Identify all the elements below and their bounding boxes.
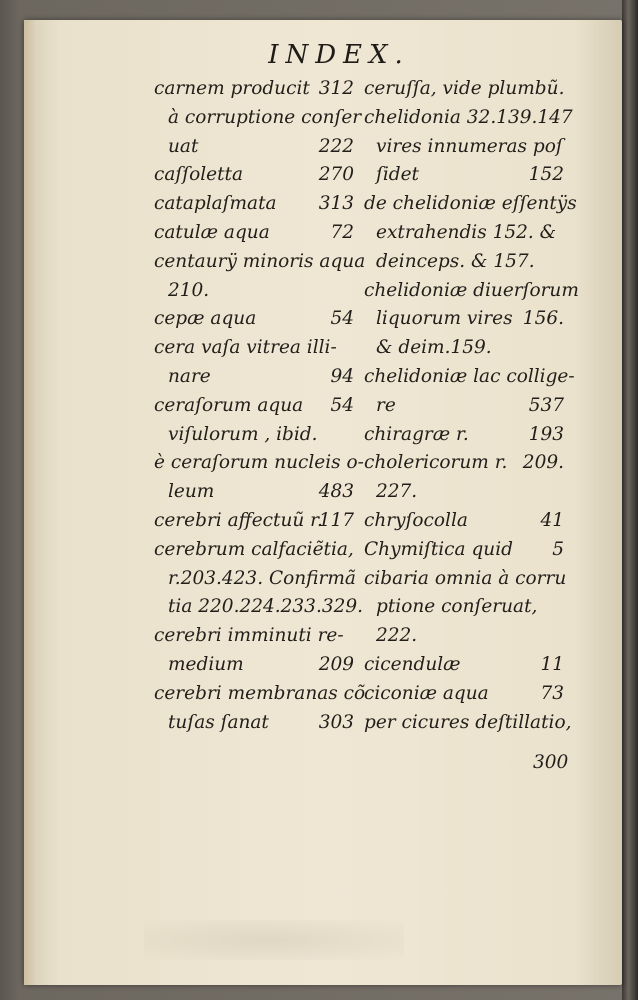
index-entry (364, 277, 579, 306)
index-entry-text: chryſocolla (364, 509, 468, 531)
index-entry-page: 41 (540, 509, 564, 531)
index-entry (364, 507, 564, 536)
index-column-right (364, 75, 579, 737)
index-entry (364, 593, 564, 622)
index-entry (154, 334, 354, 363)
index-entry-text: 227. (376, 481, 418, 503)
paper-stain (144, 920, 404, 960)
index-entry-page: 312 (318, 78, 354, 99)
index-entry (364, 219, 564, 248)
index-entry-text: nare (168, 365, 211, 387)
index-entry (364, 334, 564, 363)
index-column-left (154, 75, 366, 737)
index-entry (154, 680, 366, 709)
index-entry (154, 622, 354, 651)
index-entry (154, 709, 354, 738)
index-entry (364, 392, 564, 421)
index-entry-text: caſſoletta (154, 164, 243, 186)
index-entry-text: chelidoniæ lac collige- (364, 365, 575, 387)
index-entry (154, 449, 364, 478)
index-entry (154, 277, 354, 306)
index-entry-text: cepæ aqua (154, 308, 257, 330)
index-entry-text: cholericorum r. (364, 452, 508, 474)
index-entry-text: centaurÿ minoris aqua (154, 250, 366, 272)
index-entry-text: re (376, 394, 396, 416)
index-entry (364, 305, 564, 334)
index-entry-text: medium (168, 653, 244, 675)
index-entry-text: de chelidoniæ eſſentÿs (364, 193, 577, 215)
index-entry-text: per cicures deſtillatio, (364, 711, 572, 733)
index-entry-text: 210. (168, 279, 210, 301)
index-entry-page: 73 (540, 682, 564, 704)
index-entry-text: cataplaſmata (154, 193, 277, 215)
index-entry-text: & deim.159. (376, 337, 492, 359)
index-entry (154, 75, 354, 104)
index-entry (364, 449, 564, 478)
index-entry-text: cerebrum calfaciẽtia, (154, 538, 354, 560)
index-entry-page: 94 (330, 365, 354, 387)
index-entry-text: vires innumeras poſ (376, 135, 563, 157)
index-entry (154, 651, 354, 680)
index-entry-text: extrahendis 152. & (376, 221, 557, 243)
index-entry-text: cerebri membranas cõ (154, 682, 366, 704)
index-entry (364, 104, 573, 133)
index-entry-page: 270 (318, 164, 354, 186)
index-entry-page: 303 (318, 711, 354, 733)
index-entry (364, 133, 564, 162)
index-entry-page: 11 (540, 653, 564, 675)
index-entry-text: cera vaſa vitrea illi- (154, 337, 337, 359)
index-entry-text: à corruptione conſer (168, 106, 362, 128)
index-entry-page: 54 (330, 394, 354, 416)
index-entry-text: ceraſorum aqua (154, 394, 304, 416)
index-entry-text: tuſas ſanat (168, 711, 269, 733)
index-entry (364, 161, 564, 190)
index-entry (154, 161, 354, 190)
index-entry-text: deinceps. & 157. (376, 250, 535, 272)
index-entry (154, 421, 354, 450)
index-entry-text: ptione conſeruat, (376, 596, 538, 618)
index-entry (154, 248, 366, 277)
index-entry (364, 478, 564, 507)
index-entry-text: carnem producit (154, 78, 310, 99)
index-entry-text: ciconiæ aqua (364, 682, 489, 704)
index-entry (154, 593, 364, 622)
gutter-shadow (24, 20, 36, 985)
trailing-page-number: 300 (533, 752, 569, 773)
index-entry-text: ſidet (376, 164, 419, 186)
index-entry-text: catulæ aqua (154, 221, 270, 243)
index-entry-page: 313 (318, 193, 354, 215)
index-entry-text: leum (168, 481, 215, 503)
index-entry (154, 565, 354, 594)
index-entry (154, 219, 354, 248)
index-entry (364, 248, 564, 277)
index-entry-page: 54 (330, 308, 354, 330)
index-entry-page: 209. (522, 452, 564, 474)
index-entry-text: uat (168, 135, 199, 157)
index-entry-page: 483 (318, 481, 354, 503)
index-entry-text: viſulorum , ibid. (168, 423, 318, 445)
index-entry-page: 537 (528, 394, 564, 416)
index-entry (154, 104, 362, 133)
index-entry-text: cibaria omnia à corru (364, 567, 567, 589)
index-entry-text: 222. (376, 625, 418, 647)
index-entry-text: liquorum vires (376, 308, 513, 330)
index-entry-text: ceruſſa, vide plumbũ. (364, 78, 565, 99)
index-entry (364, 651, 564, 680)
page-header: INDEX. (268, 40, 410, 70)
index-entry-page: 222 (318, 135, 354, 157)
index-entry (154, 305, 354, 334)
index-entry (364, 75, 564, 104)
index-entry-text: chelidoniæ diuerſorum (364, 279, 579, 301)
index-entry (364, 565, 567, 594)
index-entry (364, 363, 575, 392)
index-entry-text: chelidonia 32.139.147 (364, 106, 573, 128)
index-entry (154, 190, 354, 219)
index-entry (364, 190, 577, 219)
index-entry-page: 156. (522, 308, 564, 330)
index-entry-text: cerebri imminuti re- (154, 625, 344, 647)
index-entry-text: tia 220.224.233.329. (168, 596, 364, 618)
index-entry (364, 536, 564, 565)
index-entry (364, 709, 572, 738)
index-entry-page: 193 (528, 423, 564, 445)
index-entry-page: 152 (528, 164, 564, 186)
index-entry-text: è ceraſorum nucleis o- (154, 452, 364, 474)
index-entry (364, 421, 564, 450)
index-entry-page: 117 (318, 509, 354, 531)
book-edge (622, 0, 638, 1000)
index-entry (154, 507, 354, 536)
index-entry (154, 478, 354, 507)
index-entry (154, 392, 354, 421)
index-entry-page: 72 (330, 221, 354, 243)
index-entry (364, 680, 564, 709)
index-entry (154, 363, 354, 392)
index-entry (364, 622, 564, 651)
index-entry-text: r.203.423. Confirmã (168, 567, 356, 589)
index-entry-page: 5 (552, 538, 564, 560)
index-entry (154, 536, 354, 565)
index-entry (154, 133, 354, 162)
index-entry-page: 209 (318, 653, 354, 675)
index-entry-text: cerebri affectuũ r. (154, 509, 323, 531)
index-entry-text: cicendulæ (364, 653, 461, 675)
index-entry-text: chiragræ r. (364, 423, 469, 445)
index-entry-text: Chymiſtica quid (364, 538, 513, 560)
